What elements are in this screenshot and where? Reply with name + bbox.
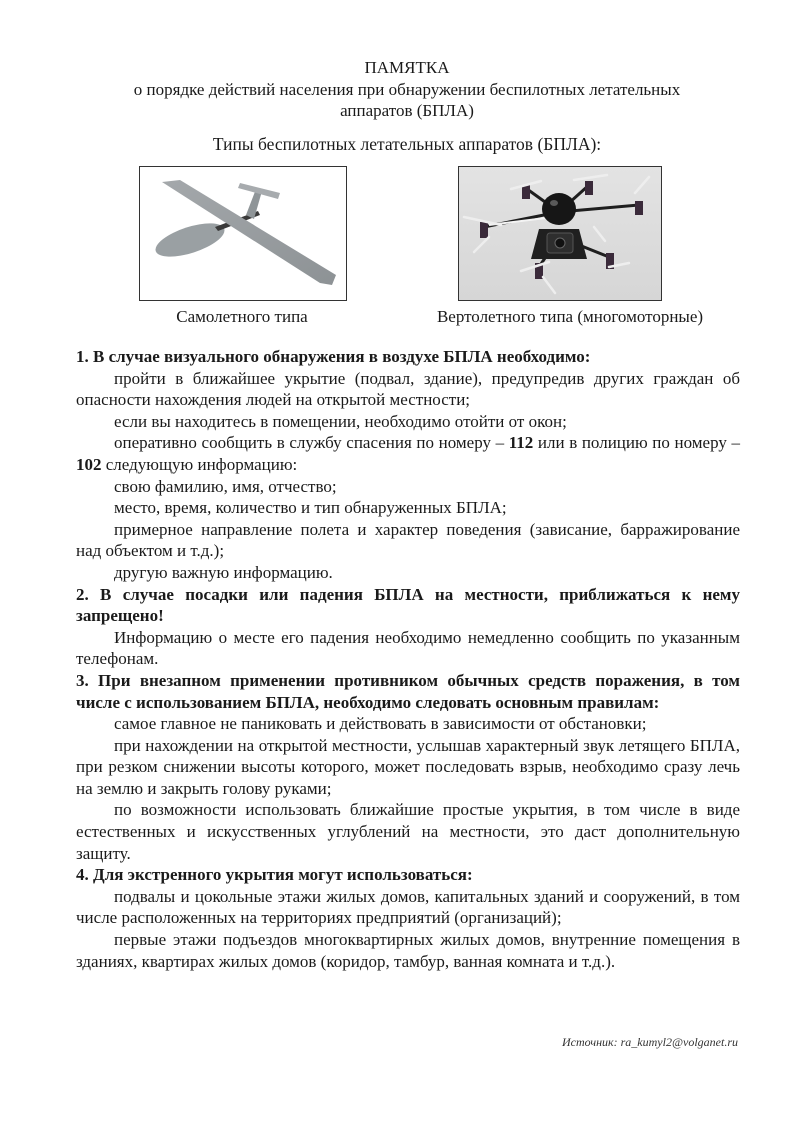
section-1-item: если вы находитесь в помещении, необходимо отойти от окон; <box>114 411 567 431</box>
report-text-post: следующую информацию: <box>101 454 298 474</box>
source-note: Источник: ra_kumyl2@volganet.ru <box>562 1035 738 1049</box>
caption-fixed-wing: Самолетного типа <box>176 307 308 326</box>
section-3-heading: 3. При внезапном применении противником обычных средств поражения, в том числе с использованием БПЛА, необходимо следовать основным правилам: <box>76 670 740 712</box>
document-title: ПАМЯТКА <box>364 58 450 77</box>
report-item: свою фамилию, имя, отчество; <box>114 476 337 496</box>
section-2-heading: 2. В случае посадки или падения БПЛА на местности, приближаться к нему запрещено! <box>76 584 740 626</box>
section-2-item: Информацию о месте его падения необходимо немедленно сообщить по указанным телефонам. <box>76 627 740 669</box>
report-item: примерное направление полета и характер поведения (зависание, барражирование над объектом и т.д.); <box>76 519 740 561</box>
memo-body <box>76 346 740 972</box>
fixed-wing-drone-image <box>139 166 347 301</box>
report-text-pre: оперативно сообщить в службу спасения по номеру – <box>114 433 509 453</box>
rescue-phone-number: 112 <box>508 433 534 453</box>
section-1-report <box>76 432 740 475</box>
section-3-item: самое главное не паниковать и действовать в зависимости от обстановки; <box>114 714 647 734</box>
drone-types-heading: Типы беспилотных летательных аппаратов (БПЛА): <box>212 134 602 154</box>
section-4-heading: 4. Для экстренного укрытия могут использоваться: <box>76 865 473 885</box>
section-1-item: пройти в ближайшее укрытие (подвал, здание), предупредив других граждан об опасности нахождения людей на открытой местности; <box>76 368 740 410</box>
section-4-item: подвалы и цокольные этажи жилых домов, капитальных зданий и сооружений, в том числе расположенных на территориях предприятий (организаций); <box>76 886 740 928</box>
title-block <box>60 57 754 122</box>
document-subtitle-line1: о порядке действий населения при обнаружении беспилотных летательных <box>133 79 681 99</box>
caption-multirotor: Вертолетного типа (многомоторные) <box>436 307 704 326</box>
multirotor-drone-image <box>458 166 662 301</box>
section-1-heading: 1. В случае визуального обнаружения в воздухе БПЛА необходимо: <box>76 347 591 366</box>
section-4-item: первые этажи подъездов многоквартирных жилых домов, внутренние помещения в зданиях, квартирах жилых домов (коридор, тамбур, ванная комната и т.д.). <box>76 930 740 971</box>
report-item: другую важную информацию. <box>114 562 333 582</box>
multirotor-drone-icon <box>459 167 661 300</box>
section-3-item: при нахождении на открытой местности, услышав характерный звук летящего БПЛА, при резком снижении высоты которого, может последовать взрыв, необходимо сразу лечь на землю и закрыть голову руками; <box>76 735 740 798</box>
fixed-wing-drone-icon <box>140 167 346 300</box>
section-3-item: по возможности использовать ближайшие простые укрытия, в том числе в виде естественных и искусственных углублений на местности, это даст дополнительную защиту. <box>76 800 740 863</box>
document-subtitle-line2: аппаратов (БПЛА) <box>340 101 474 120</box>
police-phone-number: 102 <box>76 454 102 474</box>
report-item: место, время, количество и тип обнаруженных БПЛА; <box>114 498 507 518</box>
report-text-mid: или в полицию по номеру – <box>533 433 740 453</box>
